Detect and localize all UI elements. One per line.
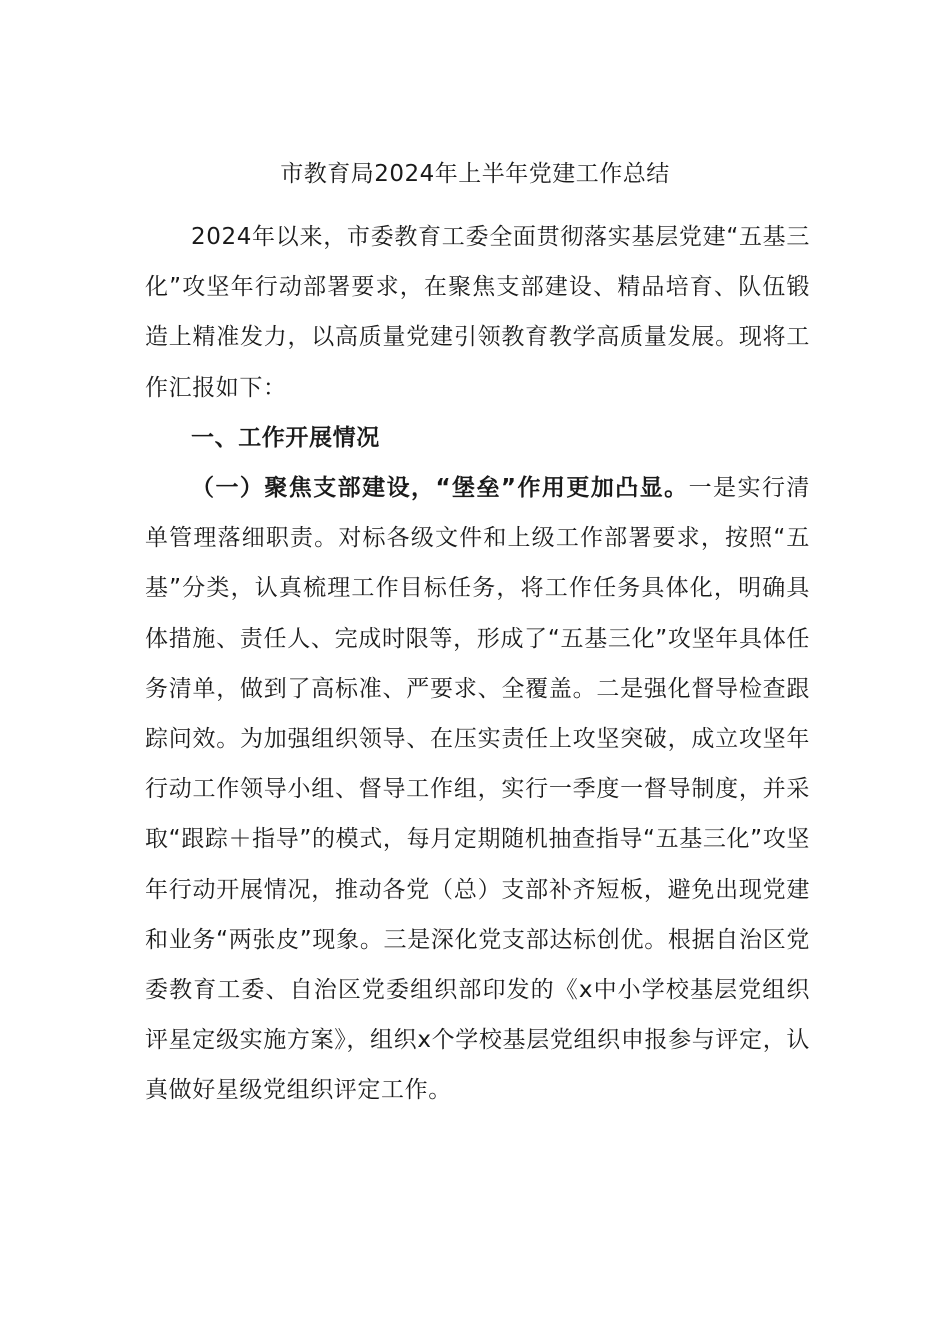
subsection-body: 一是实行清单管理落细职责。对标各级文件和上级工作部署要求，按照“五基”分类，认真梳理工作目标任务，将工作任务具体化，明确具体措施、责任人、完成时限等，形成了“五基三化”攻坚年具体任务清单，做到了高标准、严要求、全覆盖。二是强化督导检查跟踪问效。为加强组织领导、在压实责任上攻坚突破，成立攻坚年行动工作领导小组、督导工作组，实行一季度一督导制度，并采取“跟踪＋指导”的模式，每月定期随机抽查指导“五基三化”攻坚年行动开展情况，推动各党（总）支部补齐短板，避免出现党建和业务“两张皮”现象。三是深化党支部达标创优。根据自治区党委教育工委、自治区党委组织部印发的《x中小学校基层党组织评星定级实施方案》，组织x个学校基层党组织申报参与评定，认真做好星级党组织评定工作。 (145, 475, 810, 1104)
subsection-paragraph (145, 463, 810, 1116)
document-title: 市教育局2024年上半年党建工作总结 (280, 161, 670, 187)
intro-paragraph: 2024年以来，市委教育工委全面贯彻落实基层党建“五基三化”攻坚年行动部署要求，在聚焦支部建设、精品培育、队伍锻造上精准发力，以高质量党建引领教育教学高质量发展。现将工作汇报如下： (145, 224, 810, 401)
section-heading: 一、工作开展情况 (191, 424, 380, 451)
document-body (145, 212, 810, 1116)
subsection-heading: （一）聚焦支部建设，“堡垒”作用更加凸显。 (191, 475, 689, 502)
